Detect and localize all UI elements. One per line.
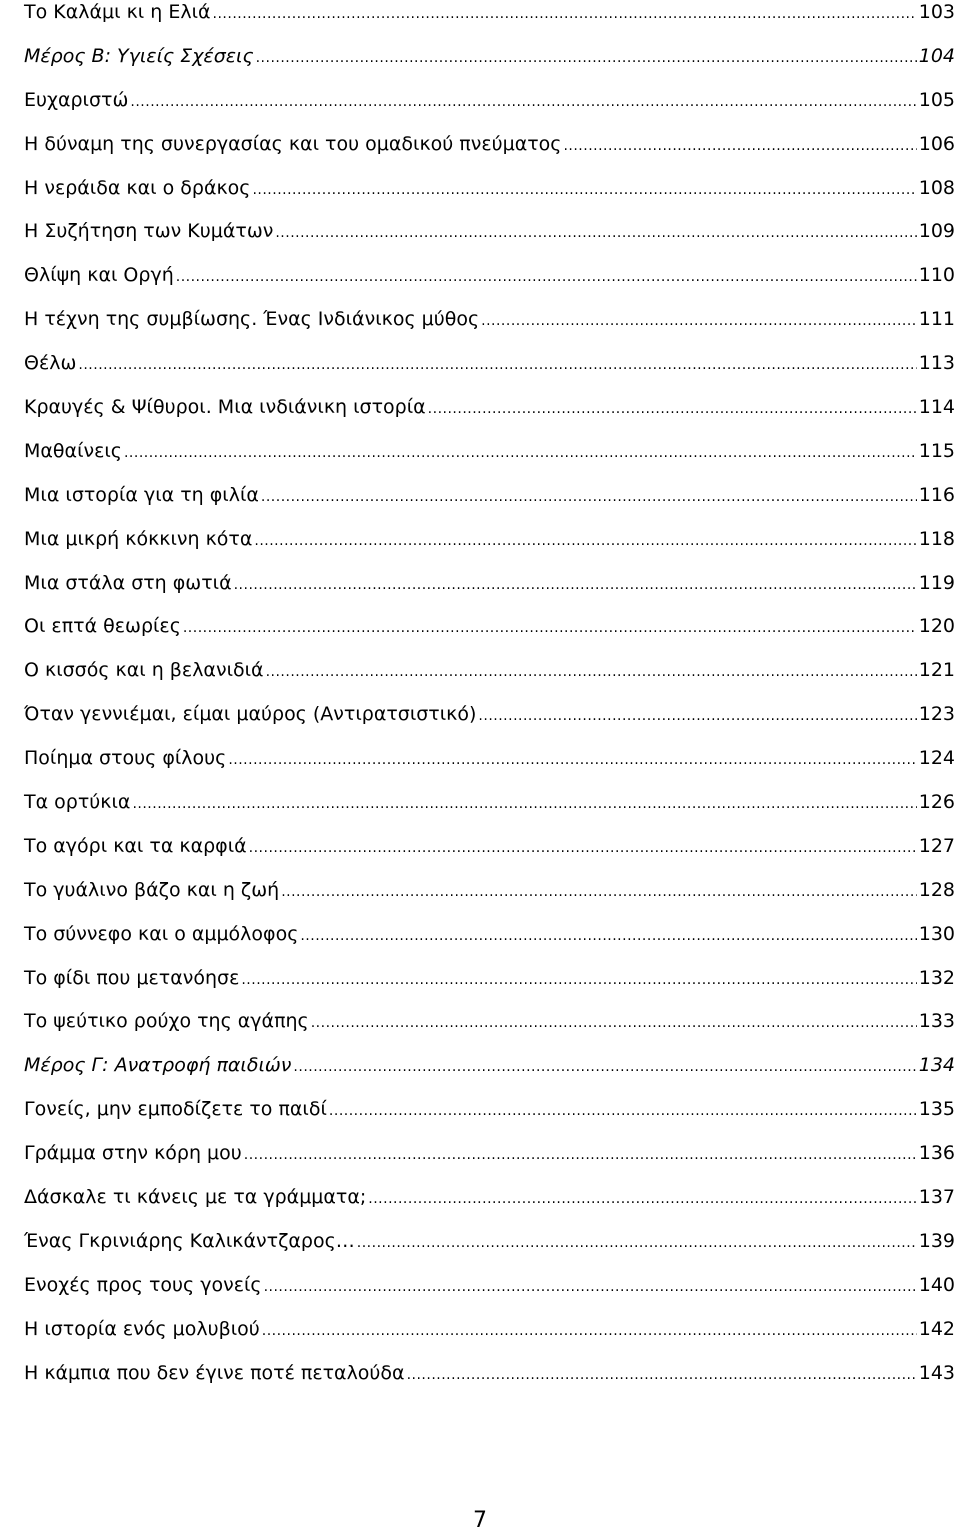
toc-dot-leader [249, 841, 917, 855]
toc-dot-leader [357, 1236, 917, 1250]
toc-entry-page: 128 [918, 878, 955, 901]
toc-entry[interactable] [24, 88, 955, 132]
page-number: 7 [473, 1508, 487, 1533]
toc-entry-page: 143 [918, 1361, 955, 1384]
toc-dot-leader [300, 929, 916, 943]
toc-entry-page: 109 [918, 220, 955, 243]
toc-entry[interactable] [24, 1141, 955, 1185]
toc-entry-page: 106 [918, 132, 955, 155]
toc-entry[interactable] [24, 571, 955, 615]
toc-entry-page: 111 [918, 308, 955, 331]
toc-entry[interactable] [24, 1097, 955, 1141]
toc-entry-title: Οι επτά θεωρίες [24, 615, 181, 638]
toc-entry-page: 105 [918, 88, 955, 111]
toc-dot-leader [228, 753, 916, 767]
toc-entry[interactable] [24, 176, 955, 220]
toc-dot-leader [124, 446, 917, 460]
toc-entry-title: Το γυάλινο βάζο και η ζωή [24, 878, 280, 901]
toc-entry-page: 108 [918, 176, 955, 199]
toc-entry[interactable] [24, 1317, 955, 1361]
toc-dot-leader [311, 1016, 917, 1030]
toc-dot-leader [428, 402, 917, 416]
toc-entry-page: 127 [918, 834, 955, 857]
toc-entry-title: Μαθαίνεις [24, 439, 122, 462]
toc-dot-leader [293, 1060, 916, 1074]
toc-dot-leader [132, 797, 916, 811]
toc-entry[interactable] [24, 614, 955, 658]
toc-entry[interactable] [24, 966, 955, 1010]
toc-dot-leader [407, 1368, 917, 1382]
toc-entry-title: Ενοχές προς τους γονείς [24, 1273, 262, 1296]
toc-entry[interactable] [24, 132, 955, 176]
toc-dot-leader [183, 621, 917, 635]
toc-dot-leader [261, 490, 917, 504]
toc-entry[interactable] [24, 1229, 955, 1273]
toc-dot-leader [241, 973, 916, 987]
toc-dot-leader [130, 95, 916, 109]
toc-entry-page: 113 [918, 352, 955, 375]
toc-entry-title: Το φίδι που μετανόησε [24, 966, 240, 989]
toc-dot-leader [176, 270, 917, 284]
toc-entry[interactable] [24, 439, 955, 483]
toc-entry-title: Μια μικρή κόκκινη κότα [24, 527, 253, 550]
toc-entry-page: 130 [918, 922, 955, 945]
toc-entry-page: 139 [918, 1229, 955, 1252]
toc-entry[interactable] [24, 263, 955, 307]
toc-entry-page: 136 [918, 1142, 955, 1165]
toc-entry-page: 137 [918, 1186, 955, 1209]
toc-entry-title: Ποίημα στους φίλους [24, 747, 227, 770]
toc-entry[interactable] [24, 878, 955, 922]
toc-entry-page: 133 [918, 1010, 955, 1033]
toc-entry[interactable] [24, 790, 955, 834]
toc-entry-page: 104 [918, 44, 955, 67]
toc-entry[interactable] [24, 746, 955, 790]
toc-dot-leader [252, 183, 916, 197]
toc-entry-title: Όταν γεννιέμαι, είμαι μαύρος (Αντιρατσιστικό) [24, 703, 477, 726]
toc-dot-leader [275, 226, 916, 240]
toc-entry[interactable] [24, 395, 955, 439]
toc-entry-title: Η κάμπια που δεν έγινε ποτέ πεταλούδα [24, 1361, 405, 1384]
toc-entry-title: Ένας Γκρινιάρης Καλικάντζαρος… [24, 1229, 355, 1252]
toc-entry[interactable] [24, 307, 955, 351]
toc-dot-leader [244, 1148, 917, 1162]
table-of-contents [24, 0, 955, 1405]
toc-dot-leader [234, 578, 917, 592]
toc-dot-leader [281, 885, 917, 899]
toc-dot-leader [368, 1192, 916, 1206]
toc-section-heading[interactable] [24, 1053, 955, 1097]
toc-entry[interactable] [24, 702, 955, 746]
toc-entry-page: 110 [918, 264, 955, 287]
toc-entry-title: Θέλω [24, 352, 77, 375]
toc-entry-title: Γονείς, μην εμποδίζετε το παιδί [24, 1098, 327, 1121]
toc-entry-page: 123 [918, 703, 955, 726]
toc-entry-title: Ευχαριστώ [24, 88, 129, 111]
toc-entry[interactable] [24, 483, 955, 527]
toc-entry-page: 115 [918, 439, 955, 462]
toc-entry-page: 134 [918, 1054, 955, 1077]
toc-entry-page: 124 [918, 747, 955, 770]
toc-dot-leader [78, 358, 916, 372]
toc-entry-title: Θλίψη και Οργή [24, 264, 174, 287]
toc-entry-title: Τα ορτύκια [24, 791, 131, 814]
toc-entry-page: 142 [918, 1317, 955, 1340]
toc-dot-leader [213, 7, 917, 21]
toc-entry-title: Δάσκαλε τι κάνεις με τα γράμματα; [24, 1186, 367, 1209]
toc-entry-title: Η τέχνη της συμβίωσης. Ένας Ινδιάνικος μύθος [24, 308, 480, 331]
toc-entry-page: 103 [918, 1, 955, 23]
toc-entry[interactable] [24, 351, 955, 395]
toc-entry-page: 121 [918, 659, 955, 682]
toc-entry[interactable] [24, 1361, 955, 1405]
toc-entry-title: Η νεράιδα και ο δράκος [24, 176, 251, 199]
toc-dot-leader [478, 709, 916, 723]
toc-dot-leader [262, 1324, 917, 1338]
toc-entry-page: 119 [918, 571, 955, 594]
toc-entry-title: Η Συζήτηση των Κυμάτων [24, 220, 274, 243]
toc-dot-leader [481, 314, 917, 328]
toc-entry[interactable] [24, 1185, 955, 1229]
toc-entry-page: 120 [918, 615, 955, 638]
toc-entry-title: Κραυγές & Ψίθυροι. Μια ινδιάνικη ιστορία [24, 396, 426, 419]
toc-dot-leader [254, 534, 916, 548]
toc-dot-leader [563, 139, 916, 153]
toc-entry-page: 116 [918, 483, 955, 506]
toc-entry[interactable] [24, 1273, 955, 1317]
toc-entry[interactable] [24, 922, 955, 966]
toc-entry-page: 135 [918, 1098, 955, 1121]
toc-entry-page: 114 [918, 396, 955, 419]
toc-entry[interactable] [24, 0, 955, 44]
toc-entry-title: Η ιστορία ενός μολυβιού [24, 1317, 260, 1340]
toc-entry[interactable] [24, 658, 955, 702]
toc-entry-title: Ο κισσός και η βελανιδιά [24, 659, 264, 682]
toc-entry[interactable] [24, 1009, 955, 1053]
toc-entry-title: Μέρος Β: Υγιείς Σχέσεις [24, 44, 254, 67]
toc-entry-title: Μια στάλα στη φωτιά [24, 571, 232, 594]
toc-dot-leader [266, 665, 917, 679]
toc-entry[interactable] [24, 527, 955, 571]
toc-entry-page: 140 [918, 1273, 955, 1296]
toc-dot-leader [264, 1280, 917, 1294]
toc-entry-page: 118 [918, 527, 955, 550]
toc-entry-title: Το αγόρι και τα καρφιά [24, 834, 247, 857]
toc-entry-page: 132 [918, 966, 955, 989]
toc-entry[interactable] [24, 219, 955, 263]
toc-entry-title: Το ψεύτικο ρούχο της αγάπης [24, 1010, 309, 1033]
toc-entry-title: Η δύναμη της συνεργασίας και του ομαδικού πνεύματος [24, 132, 562, 155]
toc-entry-title: Γράμμα στην κόρη μου [24, 1142, 242, 1165]
toc-entry-page: 126 [918, 791, 955, 814]
toc-section-heading[interactable] [24, 44, 955, 88]
toc-entry-title: Μια ιστορία για τη φιλία [24, 483, 259, 506]
toc-dot-leader [256, 51, 917, 65]
toc-entry-title: Μέρος Γ: Ανατροφή παιδιών [24, 1054, 292, 1077]
toc-entry-title: Το σύννεφο και ο αμμόλοφος [24, 922, 299, 945]
toc-entry[interactable] [24, 834, 955, 878]
toc-dot-leader [329, 1104, 917, 1118]
toc-entry-title: Το Καλάμι κι η Ελιά [24, 1, 211, 23]
